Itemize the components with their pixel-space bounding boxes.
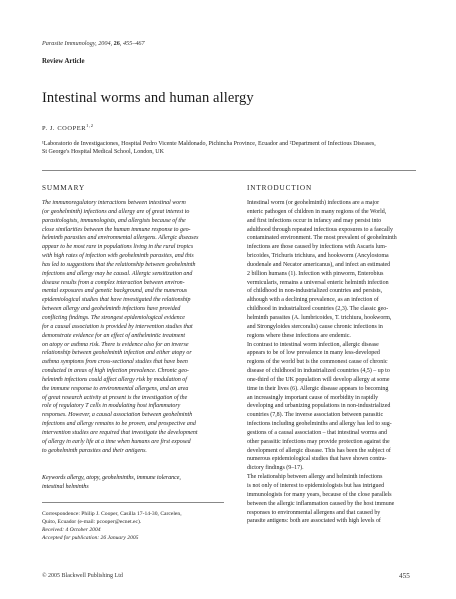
text-line: between allergy and geohelminth infections have provided bbox=[42, 306, 181, 313]
text-line: mental exposures and genetic background, and the numerous bbox=[42, 288, 188, 295]
text-line: appears to be of low prevalence in many less-developed bbox=[247, 350, 380, 357]
text-line: bricoides, Trichuris trichiura, and hookworm (Ancylostoma bbox=[247, 253, 389, 260]
keywords-text-2: intestinal helminths bbox=[42, 483, 89, 490]
affiliations bbox=[42, 140, 422, 157]
page-title: Intestinal worms and human allergy bbox=[42, 90, 254, 106]
correspondence-line: Correspondence: Philip J. Cooper, Casilla 17-14-30, Carcelen, bbox=[42, 511, 182, 517]
text-line: time in their lives (6). Allergic disease appears to becoming bbox=[247, 385, 389, 392]
keywords-label: Keywords bbox=[42, 475, 66, 481]
text-line: helminth infections could affect allergy risk by modulation of bbox=[42, 376, 187, 383]
text-line: 2 billion humans (1). Infection with pinworm, Enterobius bbox=[247, 270, 384, 277]
affiliation-line: St George's Hospital Medical School, London, UK bbox=[42, 149, 164, 156]
text-line: infections and allergy may be causal. Allergic sensitization and bbox=[42, 270, 193, 277]
text-line: disease results from a complex interaction between environ- bbox=[42, 279, 185, 286]
text-line: of great research activity at present is the investigation of the bbox=[42, 394, 188, 401]
text-line: numerous epidemiological studies that have shown contra- bbox=[247, 456, 387, 463]
journal-name: Parasite Immunology bbox=[42, 40, 96, 47]
introduction-heading: INTRODUCTION bbox=[247, 184, 313, 192]
keywords bbox=[42, 474, 222, 492]
text-line: infections are those caused by infections with Ascaris lum- bbox=[247, 244, 387, 251]
text-line: conducted in areas of high infection prevalence. Chronic geo- bbox=[42, 368, 189, 375]
text-line: contaminated environment. The most prevalent of geohelminth bbox=[247, 235, 397, 242]
introduction-text bbox=[247, 199, 417, 526]
correspondence bbox=[42, 510, 222, 542]
text-line: immunologists for many years, because of the close parallels bbox=[247, 491, 392, 498]
text-line: (or geohelminth) infections and allergy are of great interest to bbox=[42, 208, 190, 215]
text-line: The immunoregulatory interactions between intestinal worm bbox=[42, 200, 186, 206]
affiliation-line: ¹Laboratorio de Investigaciones, Hospital Pedro Vicente Maldonado, Pichincha Province, Ecuador and ²Department of Infectious Diseases, bbox=[42, 141, 376, 147]
received-date: Received: 4 October 2004 bbox=[42, 527, 101, 533]
text-line: and Strongyloides stercoralis) cause chronic infections in bbox=[247, 323, 383, 330]
text-line: conflicting findings. The strongest epidemiological evidence bbox=[42, 314, 185, 321]
text-line: to geohelminth parasites and their antigens. bbox=[42, 447, 147, 454]
text-line: regions where these infections are endemic. bbox=[247, 332, 351, 339]
text-line: has led to suggestions that the relationship between geohelminth bbox=[42, 261, 196, 268]
text-line: infections including geohelminths and allergy has led to sug- bbox=[247, 421, 392, 428]
text-line: helminth parasites (A. lumbricoides, T. trichiura, hookworm, bbox=[247, 314, 392, 321]
text-line: enteric pathogen of children in many regions of the World, bbox=[247, 208, 387, 215]
text-line: gestions of a causal association – that intestinal worms and bbox=[247, 429, 387, 436]
text-line: demonstrate evidence for an effect of anthelmintic treatment bbox=[42, 332, 186, 339]
text-line: disease of childhood in industrialized countries (4,5) – up to bbox=[247, 368, 390, 375]
text-line: for a causal association is provided by intervention studies that bbox=[42, 323, 193, 330]
text-line: vermicularis, remains a universal enteric helminth infection bbox=[247, 279, 389, 286]
author-name: P. J. COOPER bbox=[42, 125, 87, 132]
text-line: Intestinal worm (or geohelminth) infections are a major bbox=[247, 200, 380, 206]
text-line: responses. However, a causal association between geohelminth bbox=[42, 412, 193, 419]
author bbox=[42, 122, 94, 132]
accepted-date: Accepted for publication: 26 January 2005 bbox=[42, 535, 139, 541]
text-line: relationship between geohelminth infection and either atopy or bbox=[42, 350, 192, 357]
text-line: role of regulatory T cells in modulating host inflammatory bbox=[42, 403, 181, 410]
text-line: In contrast to intestinal worm infection, allergic disease bbox=[247, 341, 379, 348]
text-line: an increasingly important cause of morbidity in rapidly bbox=[247, 394, 379, 401]
text-line: the immune response to environmental allergens, and an area bbox=[42, 385, 189, 392]
text-line: infections and allergy remains to be proven, and prospective and bbox=[42, 421, 196, 428]
text-line: although with a declining prevalence, as an infection of bbox=[247, 297, 379, 304]
text-line: duodenale and Necator americanus), and infect an estimated bbox=[247, 261, 391, 268]
text-line: childhood in industrialized countries (2,3). The classic geo- bbox=[247, 306, 389, 313]
top-divider bbox=[42, 170, 416, 171]
text-line: of childhood in non-industrialized countries and persists, bbox=[247, 288, 383, 295]
correspondence-line: Quito, Ecuador (e-mail: pcooper@ecnet.ec). bbox=[42, 519, 142, 525]
text-line: countries (7,8). The inverse association between parasitic bbox=[247, 412, 384, 419]
text-line: and first infections occur in infancy and may persist into bbox=[247, 217, 382, 224]
journal-year: , 2004, bbox=[95, 40, 114, 47]
text-line: asthma symptoms from cross-sectional studies that have been bbox=[42, 359, 188, 366]
text-line: appear to be most rare in populations living in the rural tropics bbox=[42, 244, 194, 251]
text-line: dictory findings (9–17). bbox=[247, 465, 304, 472]
text-line: parasite antigens: both are associated with high levels of bbox=[247, 518, 381, 525]
text-line: regions of the world but is the commonest cause of chronic bbox=[247, 359, 388, 366]
text-line: close similarities between the human immune response to geo- bbox=[42, 226, 191, 233]
text-line: developing and urbanizing populations in non-industrialized bbox=[247, 403, 391, 410]
text-line: intervention studies are required that investigate the development bbox=[42, 429, 198, 436]
author-superscript: 1,2 bbox=[86, 122, 94, 128]
text-line: The relationship between allergy and helminth infections bbox=[247, 474, 383, 481]
page-number: 455 bbox=[399, 572, 410, 580]
text-line: helminth parasites and environmental allergens. Allergic diseases bbox=[42, 235, 199, 242]
text-line: other parasitic infections may provide protection against the bbox=[247, 438, 390, 445]
text-line: of allergy in early life at a time when humans are first exposed bbox=[42, 438, 191, 445]
correspondence-divider bbox=[42, 502, 224, 503]
journal-volume: 26 bbox=[113, 40, 120, 47]
text-line: between the allergic inflammation caused by the host immune bbox=[247, 500, 395, 507]
journal-citation bbox=[42, 40, 145, 47]
text-line: epidemiological studies that have investigated the relationship bbox=[42, 297, 191, 304]
text-line: with high rates of infection with geohelminth parasites, and this bbox=[42, 253, 194, 260]
text-line: adulthood through repeated infectious exposures to a faecally bbox=[247, 226, 393, 233]
text-line: development of allergic disease. This has been the subject of bbox=[247, 447, 391, 454]
text-line: parasitologists, immunologists, and allergists because of the bbox=[42, 217, 186, 224]
article-type: Review Article bbox=[42, 58, 85, 65]
summary-heading: SUMMARY bbox=[42, 184, 86, 192]
summary-text bbox=[42, 199, 224, 455]
text-line: one-third of the UK population will develop allergy at some bbox=[247, 376, 390, 383]
text-line: on atopy or asthma risk. There is evidence also for an inverse bbox=[42, 341, 189, 348]
journal-pages: , 455–467 bbox=[119, 40, 145, 47]
text-line: is not only of interest to epidemiologists but has intrigued bbox=[247, 483, 385, 489]
keywords-text: allergy, atopy, geohelminths, immune tolerance, bbox=[65, 475, 181, 481]
copyright: © 2005 Blackwell Publishing Ltd bbox=[42, 573, 123, 579]
text-line: responses to environmental allergens and that caused by bbox=[247, 509, 381, 516]
